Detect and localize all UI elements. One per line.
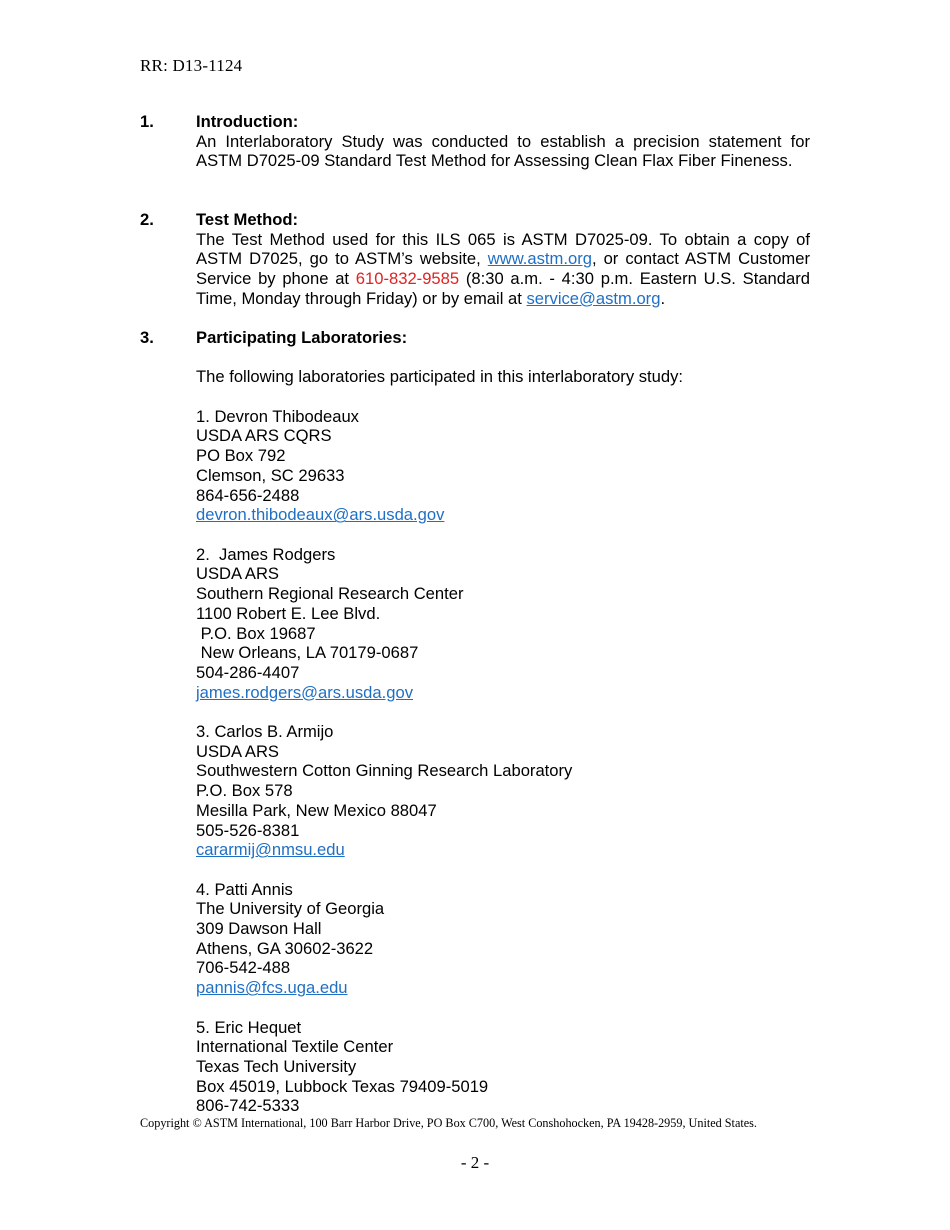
section-number: 1. [140,112,154,131]
lab-line: Clemson, SC 29633 [196,465,345,485]
copyright-notice: Copyright © ASTM International, 100 Barr Harbor Drive, PO Box C700, West Conshohocken, PA 19428-2959, United States. [140,1116,757,1130]
section-heading: Test Method: [196,210,299,229]
lab-line: Mesilla Park, New Mexico 88047 [196,800,437,820]
report-number: RR: D13-1124 [140,56,243,75]
lab-line: 309 Dawson Hall [196,919,322,939]
lab-line: Southwestern Cotton Ginning Research Laboratory [196,761,573,781]
lab-line: International Textile Center [196,1037,394,1057]
paragraph-text: The Test Method used for this ILS 065 is ASTM D7025-09. To obtain a copy of ASTM D7025, go to ASTM’s website, [196,229,810,269]
customer-service-phone: 610-832-9585 [355,269,460,289]
lab-line: 5. Eric Hequet [196,1017,302,1037]
lab-phone: 864-656-2488 [196,485,300,505]
lab-line: Box 45019, Lubbock Texas 79409-5019 [196,1076,489,1096]
lab-entry [196,880,810,998]
labs-intro-text: The following laboratories participated in this interlaboratory study: [196,367,684,387]
lab-phone: 706-542-488 [196,958,291,978]
lab-line: 4. Patti Annis [196,879,293,899]
introduction-paragraph: An Interlaboratory Study was conducted to establish a precision statement for ASTM D7025-09 Standard Test Method for Assessing Clean Flax Fiber Fineness. [196,131,810,171]
lab-entry [196,1018,810,1117]
lab-line: 3. Carlos B. Armijo [196,722,334,741]
section-number: 2. [140,210,154,229]
lab-phone: 504-286-4407 [196,662,300,682]
lab-line: 2. James Rodgers [196,544,336,564]
lab-line: New Orleans, LA 70179-0687 [196,643,419,663]
test-method-paragraph [196,230,810,309]
lab-line: PO Box 792 [196,446,286,466]
lab-phone: 505-526-8381 [196,820,300,840]
lab-entry [196,407,810,525]
lab-line: 1. Devron Thibodeaux [196,406,359,426]
lab-line: Southern Regional Research Center [196,584,464,604]
lab-email-link[interactable]: james.rodgers@ars.usda.gov [196,682,413,702]
section-heading: Participating Laboratories: [196,328,408,347]
section-participating-laboratories [140,328,812,1114]
lab-line: USDA ARS [196,741,280,761]
paragraph-text: , or contact ASTM Customer Service by phone at [196,249,810,289]
paragraph-text: . [660,288,666,308]
lab-line: Texas Tech University [196,1056,357,1076]
lab-line: P.O. Box 578 [196,781,293,801]
lab-email-link[interactable]: cararmij@nmsu.edu [196,840,345,860]
section-number: 3. [140,328,154,347]
lab-email-link[interactable]: devron.thibodeaux@ars.usda.gov [196,505,445,525]
lab-line: 1100 Robert E. Lee Blvd. [196,603,381,623]
section-heading: Introduction: [196,112,299,131]
lab-entry [196,545,810,703]
service-email-link[interactable]: service@astm.org [526,288,661,308]
astm-website-link[interactable]: www.astm.org [487,249,592,269]
lab-email-link[interactable]: pannis@fcs.uga.edu [196,978,348,998]
lab-line: Athens, GA 30602-3622 [196,938,374,958]
lab-entry [196,722,810,860]
lab-line: USDA ARS CQRS [196,426,332,446]
lab-line: P.O. Box 19687 [196,623,316,643]
lab-line: USDA ARS [196,564,280,584]
lab-phone: 806-742-5333 [196,1096,300,1116]
lab-line: The University of Georgia [196,899,385,919]
section-introduction [140,112,812,192]
paragraph-text: (8:30 a.m. - 4:30 p.m. Eastern U.S. Standard Time, Monday through Friday) or by email at [196,269,810,308]
section-test-method [140,210,812,310]
page-number: - 2 - [460,1153,490,1172]
